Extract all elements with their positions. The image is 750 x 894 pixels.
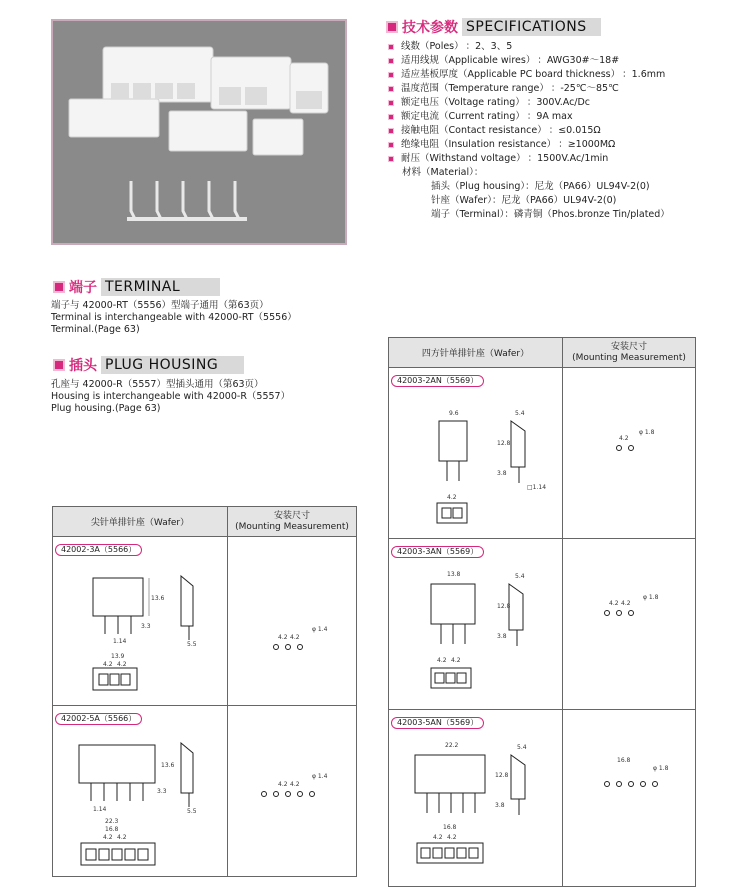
right-row-1-drawing [389, 368, 563, 539]
terminal-title [53, 277, 220, 297]
right-table-header-2: 安装尺寸 (Mounting Measurement) [563, 338, 696, 368]
wafer-table-left [52, 506, 357, 877]
svg-text:13.8: 13.8 [447, 571, 461, 578]
svg-text:4.2: 4.2 [433, 834, 443, 841]
right-row-3-mounting [563, 710, 696, 887]
terminal-text: 端子与 42000-RT（5556）型端子通用（第63页） Terminal is interchangeable with 42000-RT（5556） Terminal.(Page 63) [51, 300, 297, 335]
model-label: 42003-2AN（5569） [391, 375, 484, 387]
dim-width: 13.9 [111, 653, 125, 660]
svg-text:5.4: 5.4 [515, 410, 525, 417]
svg-text:φ 1.4: φ 1.4 [312, 626, 328, 633]
svg-text:16.8: 16.8 [443, 824, 457, 831]
svg-text:4.2: 4.2 [278, 634, 288, 641]
material-wafer: 针座（Wafer）：尼龙（PA66）UL94V-2(0) [431, 195, 617, 206]
svg-text:4.2: 4.2 [451, 657, 461, 664]
spec-line: 绝缘电阻（Insulation resistance） ：≥1000MΩ [388, 138, 615, 152]
svg-text:22.3: 22.3 [105, 818, 119, 825]
model-label: 42003-3AN（5569） [391, 546, 484, 558]
svg-text:12.8: 12.8 [495, 772, 509, 779]
model-label: 42002-3A（5566） [55, 544, 142, 556]
svg-text:3.3: 3.3 [157, 788, 167, 795]
material-label: 材料（Material）： [402, 167, 484, 178]
specifications-title-en: SPECIFICATIONS [462, 18, 601, 36]
svg-text:5.4: 5.4 [517, 744, 527, 751]
svg-text:3.8: 3.8 [497, 633, 507, 640]
svg-text:9.6: 9.6 [449, 410, 459, 417]
wafer-table-right [388, 337, 696, 887]
svg-text:4.2: 4.2 [103, 661, 113, 668]
left-row-2-drawing [53, 706, 228, 877]
svg-text:4.2: 4.2 [117, 834, 127, 841]
svg-text:13.6: 13.6 [161, 762, 175, 769]
spec-line: 温度范围（Temperature range） ：-25℃～85℃ [388, 82, 619, 96]
spec-line: 接触电阻（Contact resistance） ：≤0.015Ω [388, 124, 601, 138]
plug-housing-text: 孔座与 42000-R（5557）型插头通用（第63页） Housing is interchangeable with 42000-R（5557） Plug housing.(Page 63) [51, 379, 291, 414]
model-label: 42002-5A（5566） [55, 713, 142, 725]
svg-text:φ 1.8: φ 1.8 [643, 594, 659, 601]
product-photo [51, 19, 347, 245]
spec-line: 适用线规（Applicable wires） ：AWG30#～18# [388, 54, 619, 68]
svg-text:□1.14: □1.14 [527, 484, 547, 491]
model-label: 42003-5AN（5569） [391, 717, 484, 729]
svg-text:φ 1.8: φ 1.8 [653, 765, 669, 772]
svg-text:4.2: 4.2 [621, 600, 631, 607]
svg-text:12.8: 12.8 [497, 440, 511, 447]
svg-text:4.2: 4.2 [117, 661, 127, 668]
left-table-header-2: 安装尺寸 (Mounting Measurement) [228, 507, 357, 537]
svg-text:16.8: 16.8 [105, 826, 119, 833]
svg-text:φ 1.8: φ 1.8 [639, 429, 655, 436]
left-row-1-drawing [53, 537, 228, 706]
svg-text:5.4: 5.4 [515, 573, 525, 580]
svg-text:16.8: 16.8 [617, 757, 631, 764]
right-row-2-mounting [563, 539, 696, 710]
svg-text:4.2: 4.2 [447, 494, 457, 501]
dim-tail: 3.3 [141, 623, 151, 630]
svg-text:4.2: 4.2 [609, 600, 619, 607]
svg-text:3.8: 3.8 [497, 470, 507, 477]
spec-line: 额定电流（Current rating） ：9A max [388, 110, 573, 124]
terminal-title-cn: 端子 [69, 280, 97, 296]
spec-line: 耐压（Withstand voltage） ：1500V.Ac/1min [388, 152, 608, 166]
plug-housing-title [53, 355, 244, 375]
dim-pin: 1.14 [113, 638, 127, 645]
svg-text:5.5: 5.5 [187, 808, 197, 815]
svg-text:12.8: 12.8 [497, 603, 511, 610]
terminal-title-en: TERMINAL [101, 278, 220, 296]
svg-text:22.2: 22.2 [445, 742, 459, 749]
spec-line: 线数（Poles） ：2、3、5 [388, 40, 512, 54]
dim-height: 13.6 [151, 595, 165, 602]
svg-text:4.2: 4.2 [619, 435, 629, 442]
svg-text:3.8: 3.8 [495, 802, 505, 809]
svg-text:φ 1.4: φ 1.4 [312, 773, 328, 780]
dim-side: 5.5 [187, 641, 197, 648]
svg-text:4.2: 4.2 [290, 634, 300, 641]
right-table-header-1: 四方针单排针座（Wafer） [389, 338, 563, 368]
svg-text:4.2: 4.2 [103, 834, 113, 841]
specifications-title [386, 17, 601, 37]
right-row-3-drawing [389, 710, 563, 887]
material-terminal: 端子（Terminal）：磷青铜（Phos.bronze Tin/plated） [431, 209, 670, 220]
svg-text:4.2: 4.2 [447, 834, 457, 841]
plug-housing-title-en: PLUG HOUSING [101, 356, 244, 374]
right-row-1-mounting [563, 368, 696, 539]
svg-text:4.2: 4.2 [437, 657, 447, 664]
svg-text:4.2: 4.2 [278, 781, 288, 788]
spec-line: 适应基板厚度（Applicable PC board thickness） ：1.6mm [388, 68, 665, 82]
left-row-1-mounting [228, 537, 357, 706]
svg-text:1.14: 1.14 [93, 806, 107, 813]
right-row-2-drawing [389, 539, 563, 710]
left-row-2-mounting [228, 706, 357, 877]
svg-text:4.2: 4.2 [290, 781, 300, 788]
specifications-title-cn: 技术参数 [402, 20, 458, 36]
left-table-header-1: 尖针单排针座（Wafer） [53, 507, 228, 537]
material-plug: 插头（Plug housing）：尼龙（PA66）UL94V-2(0) [431, 181, 650, 192]
spec-line: 额定电压（Voltage rating） ：300V.Ac/Dc [388, 96, 590, 110]
plug-housing-title-cn: 插头 [69, 358, 97, 374]
